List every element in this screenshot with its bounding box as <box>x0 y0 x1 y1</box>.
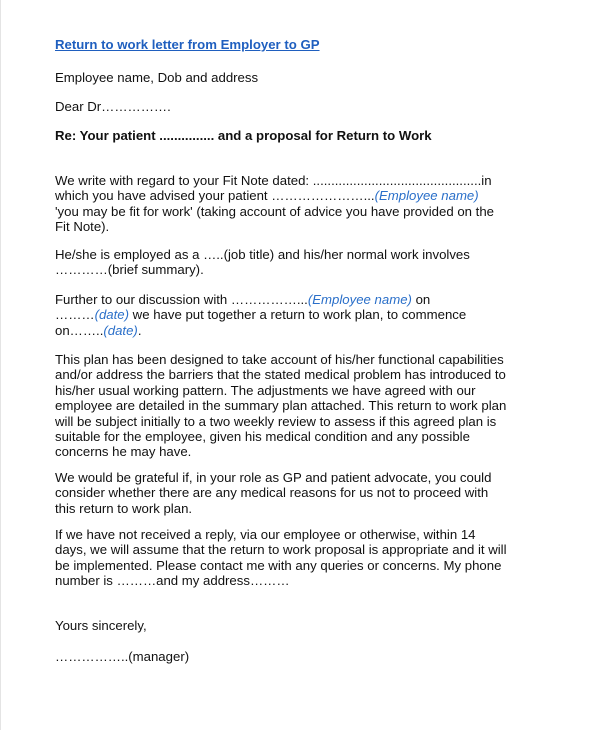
paragraph-fit-note <box>55 173 555 235</box>
placeholder-date: (date) <box>103 322 138 338</box>
paragraph-discussion <box>55 292 555 338</box>
paragraph-line: this return to work plan. <box>55 500 193 516</box>
paragraph-line <box>55 323 555 338</box>
paragraph-text: on <box>411 292 431 307</box>
paragraph-text: Further to our discussion with ……………... <box>55 292 308 307</box>
paragraph-text: . <box>137 322 142 338</box>
paragraph-line: …………(brief summary). <box>55 262 204 278</box>
paragraph-request <box>55 470 555 516</box>
salutation: Dear Dr……………. <box>55 99 171 114</box>
paragraph-line: and/or address the barriers that the stated medical problem has introduced to <box>55 367 506 383</box>
paragraph-line: be implemented. Please contact me with any queries or concerns. My phone <box>55 557 502 573</box>
paragraph-line: This plan has been designed to take account of his/her functional capabilities <box>55 352 504 367</box>
paragraph-text: we have put together a return to work plan, to commence <box>129 307 467 323</box>
paragraph-text: on…….. <box>55 322 104 338</box>
placeholder-employee-name: (Employee name) <box>307 292 412 307</box>
paragraph-line: concerns he may have. <box>55 444 192 460</box>
paragraph-line: consider whether there are any medical reasons for us not to proceed with <box>55 485 489 501</box>
employee-line: Employee name, Dob and address <box>55 70 259 85</box>
paragraph-line: He/she is employed as a …..(job title) and his/her normal work involves <box>55 247 470 262</box>
paragraph-line <box>55 188 555 203</box>
closing: Yours sincerely, <box>55 618 147 633</box>
paragraph-line: suitable for the employee, given his medical condition and any possible <box>55 429 470 445</box>
letter-title: Return to work letter from Employer to GP <box>55 37 320 52</box>
paragraph-line: We would be grateful if, in your role as GP and patient advocate, you could <box>55 470 492 485</box>
paragraph-reply <box>55 527 555 589</box>
paragraph-line: If we have not received a reply, via our employee or otherwise, within 14 <box>55 527 476 542</box>
paragraph-text: which you have advised your patient …………………... <box>55 188 375 204</box>
placeholder-employee-name: (Employee name) <box>374 188 479 204</box>
paragraph-line: Fit Note). <box>55 219 110 235</box>
paragraph-line: will be subject initially to a two weekly review to assess if this agreed plan is <box>55 413 497 429</box>
paragraph-line: 'you may be fit for work' (taking account of advice you have provided on the <box>55 203 494 219</box>
paragraph-text: ……… <box>55 307 95 323</box>
page-edge-divider <box>0 0 1 730</box>
paragraph-line <box>55 307 555 322</box>
placeholder-date: (date) <box>94 307 130 323</box>
subject-line: Re: Your patient ............... and a proposal for Return to Work <box>55 128 432 143</box>
paragraph-line: employee are detailed in the summary plan attached. This return to work plan <box>55 398 507 414</box>
paragraph-line: days, we will assume that the return to work proposal is appropriate and it will <box>55 542 507 558</box>
paragraph-line: his/her usual working pattern. The adjustments we have agreed with our <box>55 382 476 398</box>
paragraph-job <box>55 247 555 278</box>
paragraph-plan <box>55 352 555 460</box>
paragraph-line: number is ………and my address……… <box>55 573 290 589</box>
signature-line: ……………..(manager) <box>55 649 190 664</box>
paragraph-line <box>55 292 555 307</box>
paragraph-line: We write with regard to your Fit Note dated: ..............................................in <box>55 173 492 188</box>
